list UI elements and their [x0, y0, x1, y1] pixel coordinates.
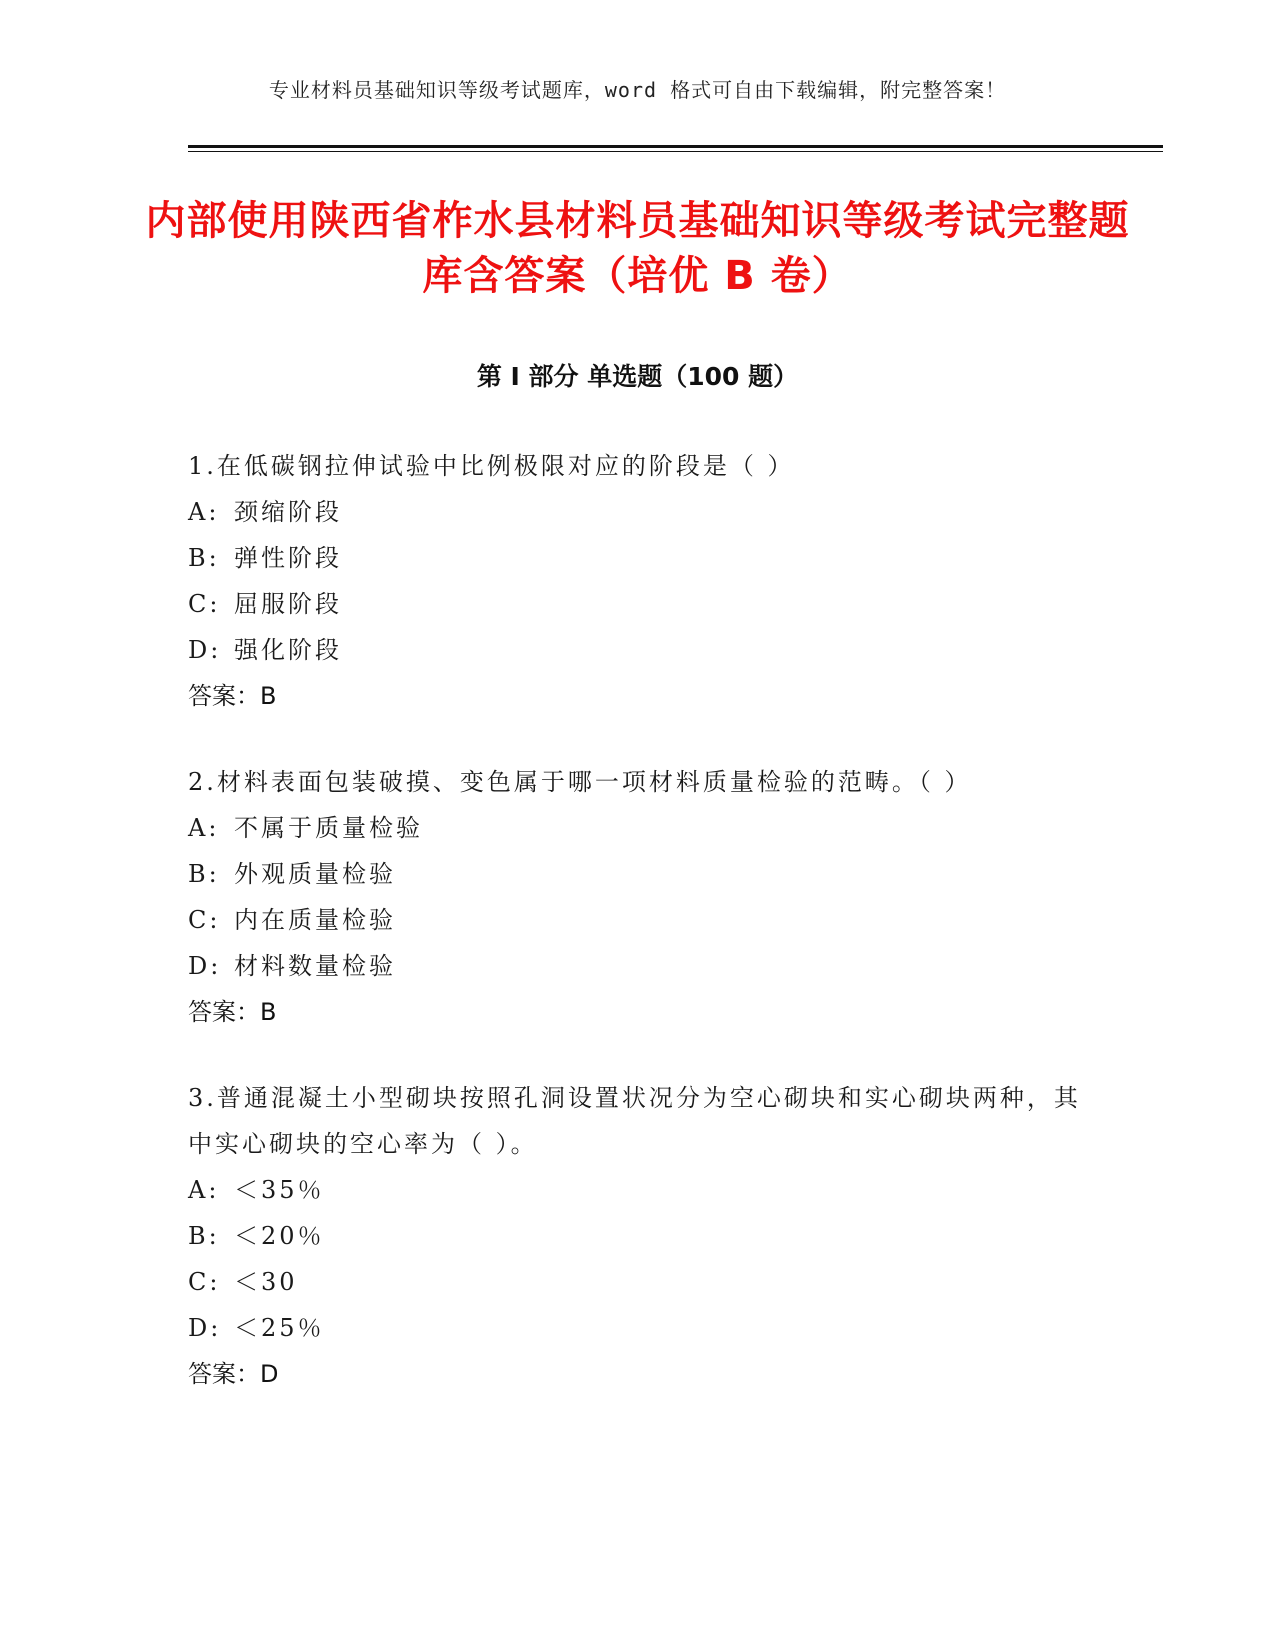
option-c	[188, 1259, 1088, 1305]
option-text: 材料数量检验	[234, 952, 396, 980]
option-letter: C:	[188, 590, 221, 618]
option-b	[188, 535, 1088, 581]
option-a	[188, 805, 1088, 851]
option-d	[188, 627, 1088, 673]
question-item	[188, 443, 1088, 719]
option-text: 颈缩阶段	[234, 498, 342, 526]
option-letter: D:	[188, 952, 222, 980]
question-stem: 2.材料表面包装破摸、变色属于哪一项材料质量检验的范畴。（ ）	[188, 768, 972, 796]
option-letter: B:	[188, 544, 220, 572]
option-text: 屈服阶段	[234, 590, 342, 618]
option-text: 弹性阶段	[234, 544, 342, 572]
option-letter: D:	[188, 1314, 222, 1342]
option-letter: C:	[188, 1268, 221, 1296]
question-item	[188, 759, 1088, 1035]
header-rule-thin	[188, 151, 1163, 152]
option-c	[188, 581, 1088, 627]
option-text: ＜30	[234, 1268, 298, 1296]
option-d	[188, 943, 1088, 989]
answer-line: 答案：B	[188, 998, 277, 1026]
question-stem: 1.在低碳钢拉伸试验中比例极限对应的阶段是（ ）	[188, 452, 795, 480]
option-b	[188, 1213, 1088, 1259]
option-a	[188, 489, 1088, 535]
header-note: 专业材料员基础知识等级考试题库，word 格式可自由下载编辑，附完整答案！	[268, 78, 1007, 102]
answer-line: 答案：D	[188, 1360, 279, 1388]
option-letter: A:	[188, 1176, 220, 1204]
option-text: 不属于质量检验	[234, 814, 423, 842]
option-text: 强化阶段	[234, 636, 342, 664]
option-d	[188, 1305, 1088, 1351]
option-a	[188, 1167, 1088, 1213]
question-stem: 3.普通混凝土小型砌块按照孔洞设置状况分为空心砌块和实心砌块两种，其中实心砌块的空心率为（ ）。	[188, 1084, 1081, 1158]
option-text: 内在质量检验	[234, 906, 396, 934]
option-letter: A:	[188, 814, 220, 842]
option-letter: C:	[188, 906, 221, 934]
section-title: 第 I 部分 单选题（100 题）	[476, 362, 799, 391]
option-letter: B:	[188, 1222, 220, 1250]
option-text: 外观质量检验	[234, 860, 396, 888]
option-letter: B:	[188, 860, 220, 888]
option-text: ＜25％	[234, 1314, 325, 1342]
option-b	[188, 851, 1088, 897]
header-rule-thick	[188, 145, 1163, 148]
document-title: 内部使用陕西省柞水县材料员基础知识等级考试完整题库含答案（培优 B 卷）	[145, 198, 1130, 299]
option-letter: A:	[188, 498, 220, 526]
question-list	[188, 443, 1088, 1437]
option-letter: D:	[188, 636, 222, 664]
option-text: ＜35％	[234, 1176, 325, 1204]
option-c	[188, 897, 1088, 943]
answer-line: 答案：B	[188, 682, 277, 710]
question-item	[188, 1075, 1088, 1397]
option-text: ＜20％	[234, 1222, 325, 1250]
